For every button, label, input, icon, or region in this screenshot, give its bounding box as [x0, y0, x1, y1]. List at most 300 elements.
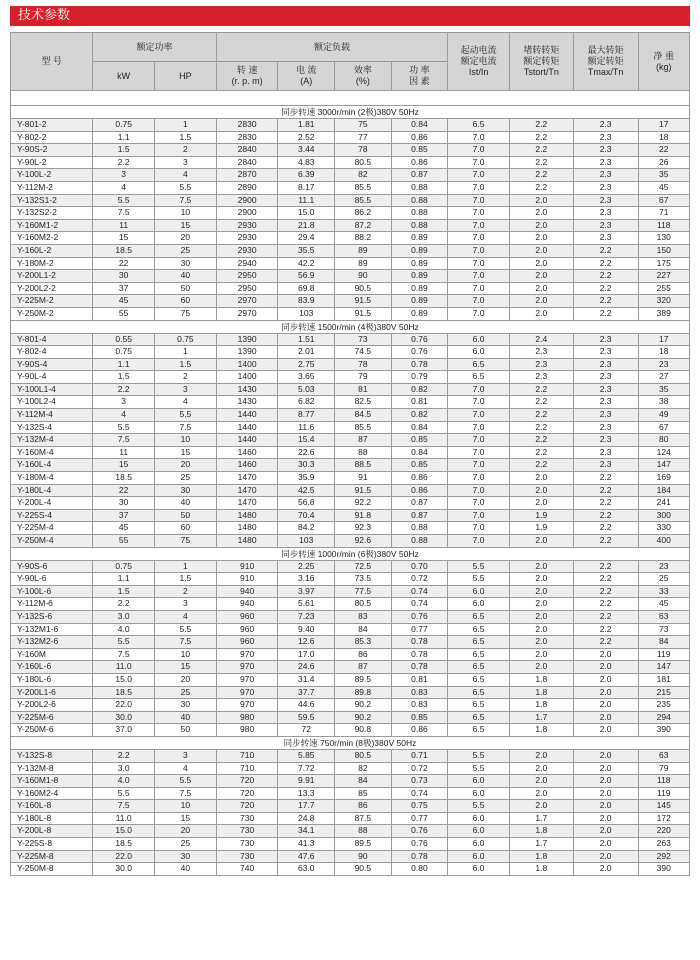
cell-max-torque: 2.3 — [573, 358, 638, 371]
cell-kw: 45 — [93, 295, 155, 308]
cell-hp: 20 — [155, 232, 217, 245]
cell-weight: 124 — [638, 446, 689, 459]
cell-speed: 2830 — [216, 119, 278, 132]
cell-weight: 38 — [638, 396, 689, 409]
header-max-torque-line1: 最大转矩 — [587, 45, 624, 55]
cell-locked-torque: 2.0 — [509, 232, 573, 245]
cell-weight: 25 — [638, 573, 689, 586]
cell-max-torque: 2.3 — [573, 333, 638, 346]
cell-kw: 1.1 — [93, 358, 155, 371]
cell-hp: 3 — [155, 598, 217, 611]
cell-start-current: 6.5 — [448, 648, 510, 661]
cell-current: 72 — [278, 724, 335, 737]
cell-kw: 11 — [93, 446, 155, 459]
cell-speed: 1460 — [216, 446, 278, 459]
cell-kw: 3.0 — [93, 762, 155, 775]
cell-locked-torque: 1.8 — [509, 863, 573, 876]
cell-power-factor: 0.78 — [391, 636, 448, 649]
table-row — [11, 156, 690, 169]
cell-model: Y-160L-8 — [11, 800, 93, 813]
cell-model: Y-200L-4 — [11, 497, 93, 510]
header-current-line1: 电 流 — [296, 65, 317, 75]
table-row — [11, 636, 690, 649]
cell-start-current: 7.0 — [448, 434, 510, 447]
cell-speed: 960 — [216, 623, 278, 636]
cell-max-torque: 2.3 — [573, 434, 638, 447]
cell-max-torque: 2.0 — [573, 711, 638, 724]
table-row — [11, 610, 690, 623]
cell-start-current: 7.0 — [448, 295, 510, 308]
cell-weight: 330 — [638, 522, 689, 535]
cell-speed: 730 — [216, 812, 278, 825]
cell-hp: 75 — [155, 535, 217, 548]
cell-hp: 7.5 — [155, 421, 217, 434]
cell-locked-torque: 2.0 — [509, 472, 573, 485]
cell-locked-torque: 2.0 — [509, 560, 573, 573]
cell-weight: 84 — [638, 636, 689, 649]
cell-model: Y-200L-8 — [11, 825, 93, 838]
cell-efficiency: 91.5 — [335, 484, 392, 497]
cell-start-current: 7.0 — [448, 181, 510, 194]
cell-speed: 960 — [216, 610, 278, 623]
cell-start-current: 6.0 — [448, 598, 510, 611]
cell-model: Y-100L-2 — [11, 169, 93, 182]
cell-weight: 71 — [638, 207, 689, 220]
cell-power-factor: 0.81 — [391, 396, 448, 409]
cell-efficiency: 90.8 — [335, 724, 392, 737]
cell-weight: 49 — [638, 409, 689, 422]
table-body — [11, 91, 690, 876]
cell-power-factor: 0.87 — [391, 497, 448, 510]
cell-model: Y-225M-2 — [11, 295, 93, 308]
cell-current: 3.16 — [278, 573, 335, 586]
cell-speed: 970 — [216, 673, 278, 686]
cell-hp: 3 — [155, 383, 217, 396]
table-row — [11, 673, 690, 686]
group-header-row — [11, 106, 690, 119]
cell-start-current: 7.0 — [448, 169, 510, 182]
cell-model: Y-100L1-4 — [11, 383, 93, 396]
cell-locked-torque: 2.0 — [509, 573, 573, 586]
cell-speed: 2950 — [216, 270, 278, 283]
cell-power-factor: 0.85 — [391, 434, 448, 447]
cell-current: 83.9 — [278, 295, 335, 308]
cell-speed: 2940 — [216, 257, 278, 270]
header-power-factor-line1: 功 率 — [409, 65, 430, 75]
cell-model: Y-250M-8 — [11, 863, 93, 876]
cell-kw: 37 — [93, 282, 155, 295]
cell-max-torque: 2.3 — [573, 219, 638, 232]
cell-efficiency: 73 — [335, 333, 392, 346]
cell-power-factor: 0.81 — [391, 673, 448, 686]
cell-power-factor: 0.86 — [391, 484, 448, 497]
header-max-torque-line3: Tmax/Tn — [587, 67, 624, 77]
header-start-current-line1: 起动电流 — [460, 45, 497, 55]
cell-power-factor: 0.88 — [391, 194, 448, 207]
table-row — [11, 800, 690, 813]
cell-locked-torque: 1.7 — [509, 711, 573, 724]
cell-max-torque: 2.0 — [573, 762, 638, 775]
cell-weight: 119 — [638, 787, 689, 800]
cell-locked-torque: 1.8 — [509, 724, 573, 737]
cell-current: 41.3 — [278, 838, 335, 851]
cell-kw: 7.5 — [93, 434, 155, 447]
cell-hp: 25 — [155, 472, 217, 485]
cell-weight: 63 — [638, 749, 689, 762]
cell-weight: 63 — [638, 610, 689, 623]
table-row — [11, 257, 690, 270]
cell-speed: 940 — [216, 585, 278, 598]
cell-speed: 1480 — [216, 535, 278, 548]
cell-current: 47.6 — [278, 850, 335, 863]
cell-weight: 119 — [638, 648, 689, 661]
cell-current: 12.6 — [278, 636, 335, 649]
cell-hp: 40 — [155, 863, 217, 876]
cell-speed: 940 — [216, 598, 278, 611]
cell-locked-torque: 2.0 — [509, 648, 573, 661]
cell-locked-torque: 2.2 — [509, 446, 573, 459]
cell-current: 7.23 — [278, 610, 335, 623]
cell-power-factor: 0.71 — [391, 749, 448, 762]
cell-locked-torque: 2.2 — [509, 156, 573, 169]
cell-max-torque: 2.2 — [573, 282, 638, 295]
cell-efficiency: 84 — [335, 623, 392, 636]
cell-kw: 55 — [93, 535, 155, 548]
cell-kw: 22.0 — [93, 850, 155, 863]
cell-speed: 730 — [216, 850, 278, 863]
table-row — [11, 623, 690, 636]
cell-power-factor: 0.76 — [391, 346, 448, 359]
cell-efficiency: 90 — [335, 850, 392, 863]
cell-power-factor: 0.85 — [391, 711, 448, 724]
cell-efficiency: 81 — [335, 383, 392, 396]
cell-locked-torque: 2.0 — [509, 775, 573, 788]
cell-max-torque: 2.3 — [573, 396, 638, 409]
cell-locked-torque: 2.0 — [509, 295, 573, 308]
cell-current: 15.4 — [278, 434, 335, 447]
cell-speed: 910 — [216, 560, 278, 573]
table-row — [11, 825, 690, 838]
table-row — [11, 207, 690, 220]
cell-efficiency: 80.5 — [335, 156, 392, 169]
header-speed-line2: (r. p. m) — [231, 76, 263, 86]
group-label: 同步转速 750r/min (8极)380V 50Hz — [11, 736, 690, 749]
cell-weight: 147 — [638, 661, 689, 674]
cell-model: Y-160M1-2 — [11, 219, 93, 232]
cell-efficiency: 72.5 — [335, 560, 392, 573]
table-row — [11, 850, 690, 863]
cell-weight: 390 — [638, 724, 689, 737]
cell-kw: 1.5 — [93, 144, 155, 157]
cell-speed: 2970 — [216, 307, 278, 320]
cell-power-factor: 0.85 — [391, 459, 448, 472]
cell-max-torque: 2.3 — [573, 131, 638, 144]
cell-max-torque: 2.3 — [573, 446, 638, 459]
cell-locked-torque: 2.2 — [509, 144, 573, 157]
cell-model: Y-160M1-8 — [11, 775, 93, 788]
section-title: 技术参数 — [18, 8, 71, 23]
cell-hp: 5.5 — [155, 775, 217, 788]
cell-speed: 2930 — [216, 232, 278, 245]
cell-max-torque: 2.0 — [573, 648, 638, 661]
cell-power-factor: 0.89 — [391, 307, 448, 320]
cell-kw: 22 — [93, 484, 155, 497]
cell-power-factor: 0.75 — [391, 800, 448, 813]
cell-model: Y-225M-8 — [11, 850, 93, 863]
cell-weight: 150 — [638, 244, 689, 257]
cell-hp: 4 — [155, 396, 217, 409]
cell-start-current: 6.0 — [448, 850, 510, 863]
cell-model: Y-132S-8 — [11, 749, 93, 762]
cell-power-factor: 0.72 — [391, 573, 448, 586]
cell-hp: 40 — [155, 711, 217, 724]
cell-max-torque: 2.0 — [573, 812, 638, 825]
cell-hp: 0.75 — [155, 333, 217, 346]
table-row — [11, 484, 690, 497]
cell-weight: 300 — [638, 509, 689, 522]
cell-power-factor: 0.76 — [391, 333, 448, 346]
cell-max-torque: 2.0 — [573, 838, 638, 851]
cell-speed: 970 — [216, 661, 278, 674]
cell-start-current: 7.0 — [448, 232, 510, 245]
cell-power-factor: 0.88 — [391, 219, 448, 232]
cell-start-current: 7.0 — [448, 446, 510, 459]
cell-efficiency: 77 — [335, 131, 392, 144]
cell-start-current: 5.5 — [448, 800, 510, 813]
cell-current: 37.7 — [278, 686, 335, 699]
cell-locked-torque: 2.0 — [509, 282, 573, 295]
cell-locked-torque: 1.8 — [509, 686, 573, 699]
cell-hp: 15 — [155, 219, 217, 232]
table-row — [11, 775, 690, 788]
table-row — [11, 509, 690, 522]
cell-weight: 17 — [638, 333, 689, 346]
cell-max-torque: 2.3 — [573, 232, 638, 245]
cell-start-current: 7.0 — [448, 282, 510, 295]
section-title-bar — [10, 6, 690, 26]
cell-speed: 960 — [216, 636, 278, 649]
cell-max-torque: 2.0 — [573, 787, 638, 800]
cell-efficiency: 83 — [335, 610, 392, 623]
table-row — [11, 333, 690, 346]
cell-start-current: 7.0 — [448, 396, 510, 409]
cell-efficiency: 73.5 — [335, 573, 392, 586]
header-locked-torque-line3: Tstort/Tn — [523, 67, 559, 77]
cell-weight: 320 — [638, 295, 689, 308]
cell-start-current: 6.5 — [448, 661, 510, 674]
cell-efficiency: 92.2 — [335, 497, 392, 510]
table-row — [11, 194, 690, 207]
cell-speed: 1400 — [216, 371, 278, 384]
cell-model: Y-112M-2 — [11, 181, 93, 194]
header-start-current — [448, 33, 510, 91]
cell-hp: 50 — [155, 282, 217, 295]
cell-start-current: 6.5 — [448, 623, 510, 636]
cell-hp: 7.5 — [155, 636, 217, 649]
cell-power-factor: 0.84 — [391, 446, 448, 459]
cell-current: 42.2 — [278, 257, 335, 270]
cell-model: Y-180L-4 — [11, 484, 93, 497]
cell-kw: 2.2 — [93, 749, 155, 762]
cell-power-factor: 0.89 — [391, 257, 448, 270]
cell-weight: 241 — [638, 497, 689, 510]
cell-current: 3.65 — [278, 371, 335, 384]
cell-start-current: 6.0 — [448, 838, 510, 851]
cell-efficiency: 92.6 — [335, 535, 392, 548]
cell-locked-torque: 2.0 — [509, 270, 573, 283]
cell-locked-torque: 2.2 — [509, 181, 573, 194]
cell-locked-torque: 2.2 — [509, 131, 573, 144]
table-row — [11, 409, 690, 422]
cell-hp: 75 — [155, 307, 217, 320]
cell-current: 17.7 — [278, 800, 335, 813]
cell-model: Y-225S-4 — [11, 509, 93, 522]
table-row — [11, 371, 690, 384]
cell-current: 35.5 — [278, 244, 335, 257]
cell-start-current: 7.0 — [448, 497, 510, 510]
cell-efficiency: 91 — [335, 472, 392, 485]
cell-efficiency: 82 — [335, 762, 392, 775]
cell-efficiency: 88 — [335, 446, 392, 459]
cell-start-current: 7.0 — [448, 144, 510, 157]
header-speed — [216, 62, 278, 91]
cell-start-current: 6.5 — [448, 686, 510, 699]
cell-efficiency: 87 — [335, 434, 392, 447]
cell-power-factor: 0.82 — [391, 383, 448, 396]
table-row — [11, 661, 690, 674]
header-locked-torque-line2: 额定转矩 — [523, 56, 560, 66]
cell-kw: 15.0 — [93, 673, 155, 686]
cell-current: 103 — [278, 535, 335, 548]
cell-hp: 2 — [155, 585, 217, 598]
cell-power-factor: 0.78 — [391, 358, 448, 371]
header-weight-line1: 净 重 — [653, 50, 675, 61]
group-label: 同步转速 1500r/min (4极)380V 50Hz — [11, 320, 690, 333]
cell-weight: 23 — [638, 358, 689, 371]
cell-max-torque: 2.2 — [573, 535, 638, 548]
cell-power-factor: 0.72 — [391, 762, 448, 775]
cell-current: 22.6 — [278, 446, 335, 459]
cell-speed: 2840 — [216, 156, 278, 169]
cell-max-torque: 2.2 — [573, 610, 638, 623]
cell-model: Y-250M-4 — [11, 535, 93, 548]
table-row — [11, 434, 690, 447]
cell-weight: 17 — [638, 119, 689, 132]
cell-current: 6.82 — [278, 396, 335, 409]
table-row — [11, 383, 690, 396]
cell-model: Y-160M2-2 — [11, 232, 93, 245]
cell-model: Y-801-4 — [11, 333, 93, 346]
cell-speed: 740 — [216, 863, 278, 876]
cell-power-factor: 0.88 — [391, 535, 448, 548]
cell-hp: 4 — [155, 610, 217, 623]
cell-current: 6.39 — [278, 169, 335, 182]
cell-start-current: 6.0 — [448, 346, 510, 359]
cell-current: 2.25 — [278, 560, 335, 573]
header-start-current-line3: Ist/In — [468, 67, 489, 77]
cell-speed: 1390 — [216, 333, 278, 346]
cell-model: Y-90S-4 — [11, 358, 93, 371]
cell-start-current: 6.0 — [448, 775, 510, 788]
header-power-factor — [391, 62, 448, 91]
cell-power-factor: 0.74 — [391, 787, 448, 800]
cell-weight: 35 — [638, 383, 689, 396]
cell-max-torque: 2.0 — [573, 775, 638, 788]
cell-locked-torque: 1.9 — [509, 522, 573, 535]
header-spacer-cell — [11, 91, 690, 106]
cell-speed: 2830 — [216, 131, 278, 144]
cell-speed: 720 — [216, 800, 278, 813]
cell-weight: 145 — [638, 800, 689, 813]
cell-max-torque: 2.3 — [573, 207, 638, 220]
cell-max-torque: 2.3 — [573, 421, 638, 434]
cell-current: 11.1 — [278, 194, 335, 207]
cell-model: Y-802-4 — [11, 346, 93, 359]
cell-speed: 2840 — [216, 144, 278, 157]
cell-speed: 970 — [216, 686, 278, 699]
cell-locked-torque: 2.2 — [509, 383, 573, 396]
cell-max-torque: 2.0 — [573, 800, 638, 813]
cell-efficiency: 86 — [335, 648, 392, 661]
cell-current: 21.8 — [278, 219, 335, 232]
cell-weight: 184 — [638, 484, 689, 497]
cell-kw: 5.5 — [93, 787, 155, 800]
cell-start-current: 6.5 — [448, 610, 510, 623]
cell-start-current: 6.0 — [448, 825, 510, 838]
cell-speed: 1400 — [216, 358, 278, 371]
cell-power-factor: 0.89 — [391, 232, 448, 245]
cell-kw: 7.5 — [93, 207, 155, 220]
cell-power-factor: 0.70 — [391, 560, 448, 573]
cell-start-current: 7.0 — [448, 459, 510, 472]
table-row — [11, 295, 690, 308]
cell-model: Y-200L2-6 — [11, 699, 93, 712]
cell-weight: 130 — [638, 232, 689, 245]
cell-locked-torque: 2.0 — [509, 661, 573, 674]
header-power-factor-line2: 因 素 — [409, 76, 430, 86]
cell-kw: 18.5 — [93, 472, 155, 485]
cell-model: Y-100L2-4 — [11, 396, 93, 409]
cell-start-current: 7.0 — [448, 409, 510, 422]
cell-model: Y-132M-4 — [11, 434, 93, 447]
cell-power-factor: 0.88 — [391, 181, 448, 194]
cell-max-torque: 2.2 — [573, 472, 638, 485]
cell-weight: 169 — [638, 472, 689, 485]
cell-hp: 30 — [155, 257, 217, 270]
cell-current: 5.61 — [278, 598, 335, 611]
table-row — [11, 686, 690, 699]
cell-start-current: 6.5 — [448, 371, 510, 384]
cell-kw: 5.5 — [93, 194, 155, 207]
cell-max-torque: 2.2 — [573, 509, 638, 522]
cell-speed: 2870 — [216, 169, 278, 182]
cell-current: 1.81 — [278, 119, 335, 132]
cell-kw: 2.2 — [93, 383, 155, 396]
cell-current: 70.4 — [278, 509, 335, 522]
cell-current: 2.01 — [278, 346, 335, 359]
cell-kw: 45 — [93, 522, 155, 535]
cell-hp: 50 — [155, 509, 217, 522]
cell-current: 5.85 — [278, 749, 335, 762]
cell-current: 4.83 — [278, 156, 335, 169]
cell-start-current: 6.0 — [448, 787, 510, 800]
cell-speed: 720 — [216, 787, 278, 800]
cell-current: 29.4 — [278, 232, 335, 245]
cell-max-torque: 2.0 — [573, 699, 638, 712]
cell-hp: 10 — [155, 207, 217, 220]
cell-efficiency: 86.2 — [335, 207, 392, 220]
cell-hp: 20 — [155, 825, 217, 838]
